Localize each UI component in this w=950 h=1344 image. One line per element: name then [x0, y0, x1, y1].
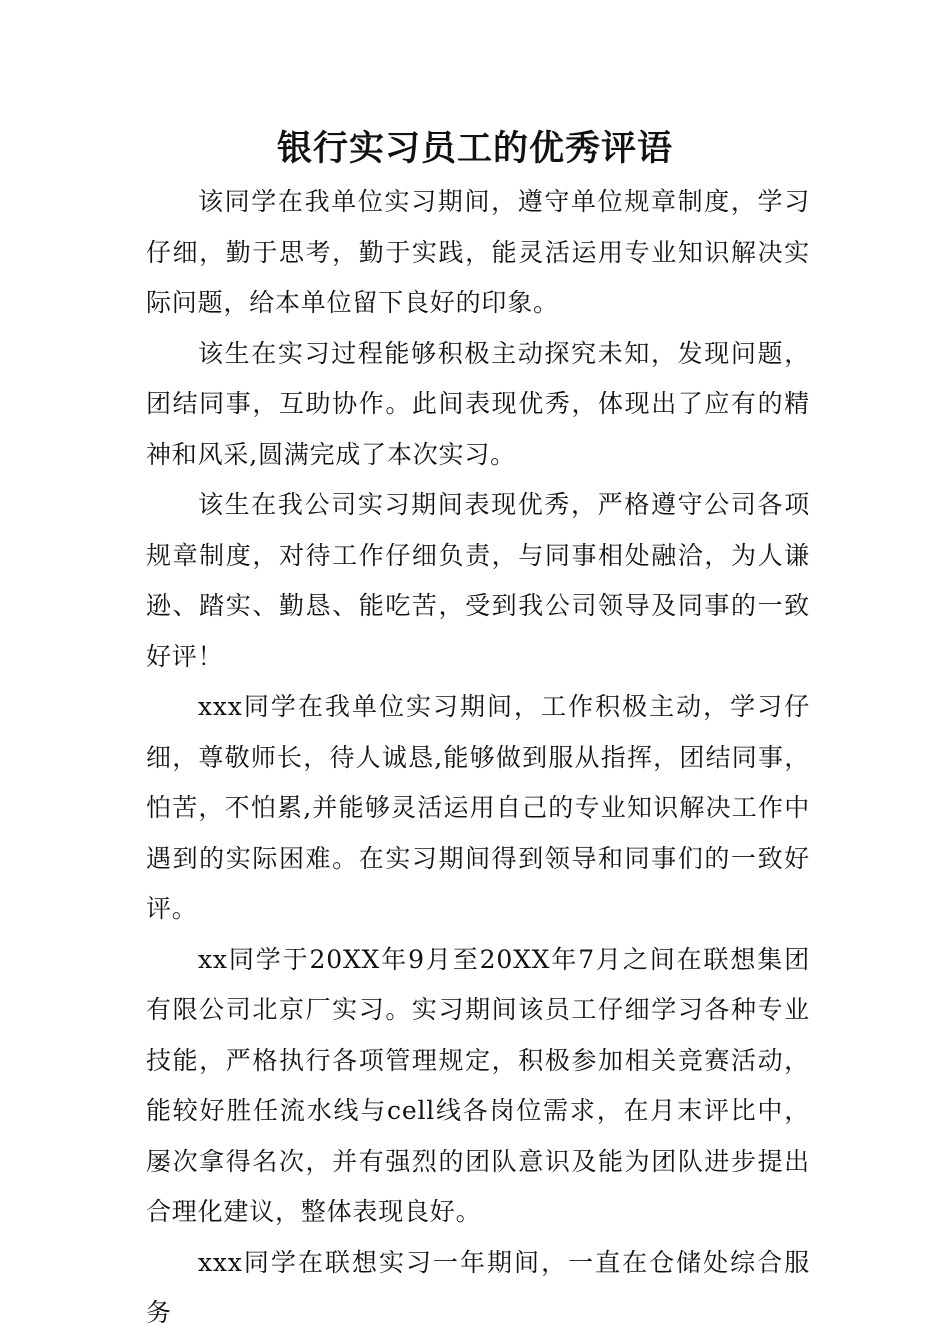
- page-title: 银行实习员工的优秀评语: [276, 129, 673, 169]
- paragraph-2: 该生在实习过程能够积极主动探究未知，发现问题，团结同事，互助协作。此间表现优秀，体现出了应有的精神和风采,圆满完成了本次实习。: [146, 338, 810, 469]
- paragraph-4: xxx同学在我单位实习期间，工作积极主动，学习仔细，尊敬师长，待人诚恳,能够做到服从指挥，团结同事，怕苦，不怕累,并能够灵活运用自己的专业知识解决工作中遇到的实际困难。在实习期间得到领导和同事们的一致好评。: [146, 692, 810, 923]
- paragraph-5: xx同学于20XX年9月至20XX年7月之间在联想集团有限公司北京厂实习。实习期间该员工仔细学习各种专业技能，严格执行各项管理规定，积极参加相关竞赛活动，能较好胜任流水线与cell线各岗位需求，在月末评比中，屡次拿得名次，并有强烈的团队意识及能为团队进步提出合理化建议，整体表现良好。: [146, 944, 810, 1226]
- paragraph-1: 该同学在我单位实习期间，遵守单位规章制度，学习仔细，勤于思考，勤于实践，能灵活运用专业知识解决实际问题，给本单位留下良好的印象。: [146, 187, 810, 317]
- document-body: [146, 177, 810, 1339]
- paragraph-3: 该生在我公司实习期间表现优秀，严格遵守公司各项规章制度，对待工作仔细负责，与同事相处融洽，为人谦逊、踏实、勤恳、能吃苦，受到我公司领导及同事的一致好评！: [146, 490, 810, 671]
- paragraph-6: xxx同学在联想实习一年期间，一直在仓储处综合服务: [146, 1247, 810, 1327]
